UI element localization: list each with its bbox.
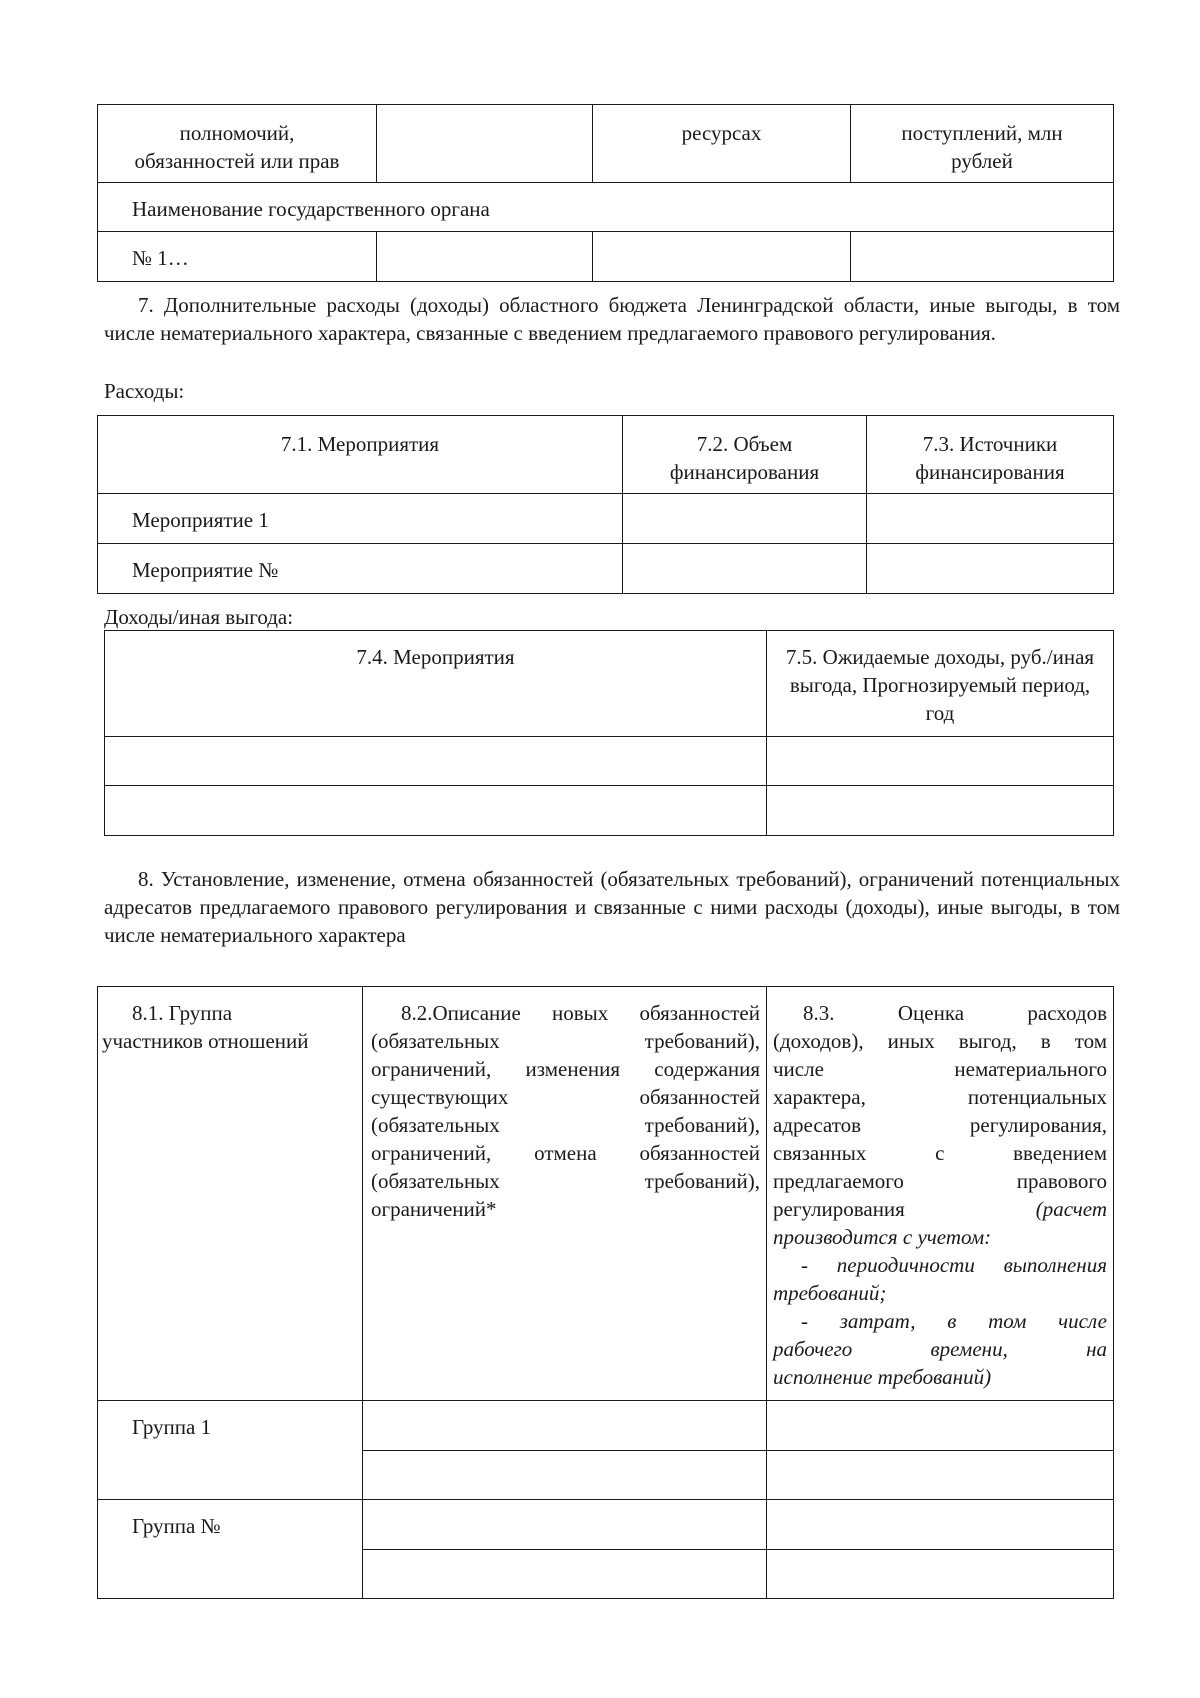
expenses-header-sources: 7.3. Источники финансирования [867,416,1114,494]
section8-heading: 8. Установление, изменение, отмена обязанностей (обязательных требований), ограничений потенциальных адресатов предлагаемого правового регулирования и связанные с ними расходы (доходы), иные выгоды, в том числе нематериального характера [104,867,1120,947]
authority-header-blank [377,105,593,183]
income-label: Доходы/иная выгода: [104,605,294,629]
expenses-label: Расходы: [104,379,185,403]
group-header: 8.1. Группа участников отношений [98,987,363,1401]
empty-cell [867,494,1114,544]
organ-number-cell: № 1… [98,232,377,282]
income-header-measures: 7.4. Мероприятия [105,631,767,737]
group-row-label: Группа № [98,1500,363,1599]
empty-cell [105,737,767,786]
empty-cell [363,1451,767,1500]
empty-cell [767,737,1114,786]
obligations-table [97,986,1114,1599]
empty-cell [623,544,867,594]
group-row-label: Группа 1 [98,1401,363,1500]
income-table [104,630,1114,836]
expenses-row-label: Мероприятие № [98,544,623,594]
empty-cell [105,786,767,836]
empty-cell [767,1401,1114,1451]
empty-cell [767,786,1114,836]
obligations-description-header: 8.2.Описание новых обязанностей (обязательных требований), ограничений, изменения содержания существующих обязанностей (обязательных требований), ограничений, отмена обязанностей (обязательных требований), ограничений* [363,987,767,1401]
empty-cell [363,1500,767,1550]
expenses-header-measures: 7.1. Мероприятия [98,416,623,494]
expenses-row-label: Мероприятие 1 [98,494,623,544]
empty-cell [767,1550,1114,1599]
organ-name-row: Наименование государственного органа [98,183,1114,232]
cost-estimate-header: 8.3. Оценка расходов (доходов), иных выгод, в том числе нематериального характера, потенциальных адресатов регулирования, связанных с введением предлагаемого правового регулирования (расчет производится с учетом: - периодичности выполнения требований; - затрат, в том числе рабочего времени, на исполнение требований) [767,987,1114,1401]
authority-header-resources: ресурсах [593,105,851,183]
empty-cell [363,1550,767,1599]
expenses-table [97,415,1114,594]
empty-cell [851,232,1114,282]
authority-table [97,104,1114,282]
authority-header-powers: полномочий, обязанностей или прав [98,105,377,183]
empty-cell [767,1451,1114,1500]
empty-cell [767,1500,1114,1550]
authority-header-revenues: поступлений, млн рублей [851,105,1114,183]
section7-heading: 7. Дополнительные расходы (доходы) областного бюджета Ленинградской области, иные выгоды, в том числе нематериального характера, связанные с введением предлагаемого правового регулирования. [104,293,1120,345]
empty-cell [377,232,593,282]
expenses-header-volume: 7.2. Объем финансирования [623,416,867,494]
income-header-expected: 7.5. Ожидаемые доходы, руб./иная выгода, Прогнозируемый период, год [767,631,1114,737]
empty-cell [867,544,1114,594]
empty-cell [593,232,851,282]
empty-cell [363,1401,767,1451]
empty-cell [623,494,867,544]
